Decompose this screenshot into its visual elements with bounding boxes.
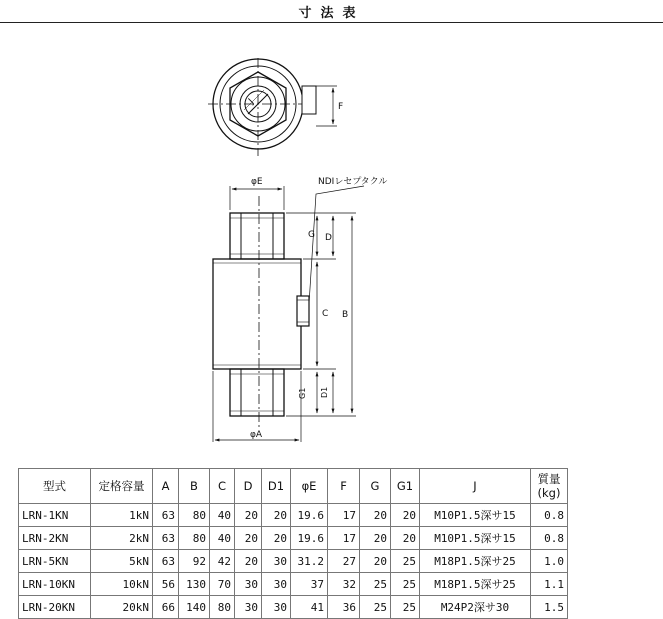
col-header-mass: 質量 (kg) bbox=[531, 469, 568, 504]
cell-d: 20 bbox=[235, 550, 262, 573]
cell-d: 30 bbox=[235, 573, 262, 596]
cell-a: 63 bbox=[153, 550, 179, 573]
table-header-row bbox=[19, 469, 568, 504]
table-row bbox=[19, 504, 568, 527]
cell-a: 66 bbox=[153, 596, 179, 619]
cell-c: 40 bbox=[210, 504, 235, 527]
col-header-j: J bbox=[420, 469, 531, 504]
cell-f: 17 bbox=[328, 527, 360, 550]
col-header-d: D bbox=[235, 469, 262, 504]
table-row bbox=[19, 573, 568, 596]
cell-c: 80 bbox=[210, 596, 235, 619]
cell-mass: 0.8 bbox=[531, 527, 568, 550]
cell-phi-e: 31.2 bbox=[291, 550, 328, 573]
cell-j: M18P1.5深サ25 bbox=[420, 573, 531, 596]
cell-model: LRN-5KN bbox=[19, 550, 91, 573]
ndi-receptacle-label: NDIレセプタクル bbox=[318, 177, 388, 187]
cell-c: 40 bbox=[210, 527, 235, 550]
phi-a-label: φA bbox=[250, 430, 263, 440]
page-title: 寸法表 bbox=[298, 6, 365, 21]
cell-capacity: 10kN bbox=[91, 573, 153, 596]
cell-model: LRN-1KN bbox=[19, 504, 91, 527]
col-header-g1: G1 bbox=[391, 469, 420, 504]
cell-d1: 20 bbox=[262, 504, 291, 527]
col-header-phi-e: φE bbox=[291, 469, 328, 504]
cell-j: M10P1.5深サ15 bbox=[420, 527, 531, 550]
cell-d: 30 bbox=[235, 596, 262, 619]
cell-d1: 30 bbox=[262, 596, 291, 619]
cell-a: 63 bbox=[153, 504, 179, 527]
cell-model: LRN-10KN bbox=[19, 573, 91, 596]
cell-b: 92 bbox=[179, 550, 210, 573]
dimension-table bbox=[18, 468, 568, 619]
cell-model: LRN-2KN bbox=[19, 527, 91, 550]
cell-b: 80 bbox=[179, 504, 210, 527]
cell-capacity: 20kN bbox=[91, 596, 153, 619]
cell-d1: 30 bbox=[262, 573, 291, 596]
cell-g: 20 bbox=[360, 504, 391, 527]
cell-phi-e: 19.6 bbox=[291, 504, 328, 527]
cell-capacity: 5kN bbox=[91, 550, 153, 573]
cell-f: 27 bbox=[328, 550, 360, 573]
cell-b: 140 bbox=[179, 596, 210, 619]
cell-mass: 1.1 bbox=[531, 573, 568, 596]
d1-label: D1 bbox=[320, 386, 329, 398]
cell-phi-e: 41 bbox=[291, 596, 328, 619]
cell-g: 25 bbox=[360, 596, 391, 619]
cell-g: 20 bbox=[360, 550, 391, 573]
col-header-f: F bbox=[328, 469, 360, 504]
c-label: C bbox=[322, 309, 329, 319]
col-header-a: A bbox=[153, 469, 179, 504]
cell-j: M24P2深サ30 bbox=[420, 596, 531, 619]
cell-g1: 25 bbox=[391, 550, 420, 573]
top-f-label: F bbox=[338, 102, 344, 112]
b-label: B bbox=[342, 310, 349, 320]
cell-c: 70 bbox=[210, 573, 235, 596]
top-j-label: J bbox=[247, 97, 256, 107]
cell-c: 42 bbox=[210, 550, 235, 573]
cell-mass: 0.8 bbox=[531, 504, 568, 527]
cell-a: 63 bbox=[153, 527, 179, 550]
table-row bbox=[19, 527, 568, 550]
cell-d1: 30 bbox=[262, 550, 291, 573]
cell-f: 17 bbox=[328, 504, 360, 527]
g-label: G bbox=[308, 230, 315, 240]
cell-g: 25 bbox=[360, 573, 391, 596]
top-view bbox=[208, 58, 337, 156]
cell-mass: 1.5 bbox=[531, 596, 568, 619]
cell-capacity: 2kN bbox=[91, 527, 153, 550]
col-header-capacity: 定格容量 bbox=[91, 469, 153, 504]
g1-label: G1 bbox=[298, 387, 307, 399]
cell-g1: 25 bbox=[391, 573, 420, 596]
cell-d1: 20 bbox=[262, 527, 291, 550]
col-header-model: 型式 bbox=[19, 469, 91, 504]
cell-g1: 25 bbox=[391, 596, 420, 619]
cell-g1: 20 bbox=[391, 527, 420, 550]
cell-g1: 20 bbox=[391, 504, 420, 527]
col-header-d1: D1 bbox=[262, 469, 291, 504]
table-row bbox=[19, 596, 568, 619]
phi-e-label: φE bbox=[251, 177, 263, 187]
cell-a: 56 bbox=[153, 573, 179, 596]
cell-f: 32 bbox=[328, 573, 360, 596]
table-row bbox=[19, 550, 568, 573]
cell-j: M10P1.5深サ15 bbox=[420, 504, 531, 527]
cell-mass: 1.0 bbox=[531, 550, 568, 573]
col-header-g: G bbox=[360, 469, 391, 504]
cell-b: 80 bbox=[179, 527, 210, 550]
col-header-b: B bbox=[179, 469, 210, 504]
cell-phi-e: 37 bbox=[291, 573, 328, 596]
cell-model: LRN-20KN bbox=[19, 596, 91, 619]
col-header-c: C bbox=[210, 469, 235, 504]
cell-g: 20 bbox=[360, 527, 391, 550]
cell-capacity: 1kN bbox=[91, 504, 153, 527]
cell-b: 130 bbox=[179, 573, 210, 596]
cell-f: 36 bbox=[328, 596, 360, 619]
cell-d: 20 bbox=[235, 504, 262, 527]
cell-j: M18P1.5深サ25 bbox=[420, 550, 531, 573]
cell-d: 20 bbox=[235, 527, 262, 550]
cell-phi-e: 19.6 bbox=[291, 527, 328, 550]
d-label: D bbox=[325, 233, 332, 243]
